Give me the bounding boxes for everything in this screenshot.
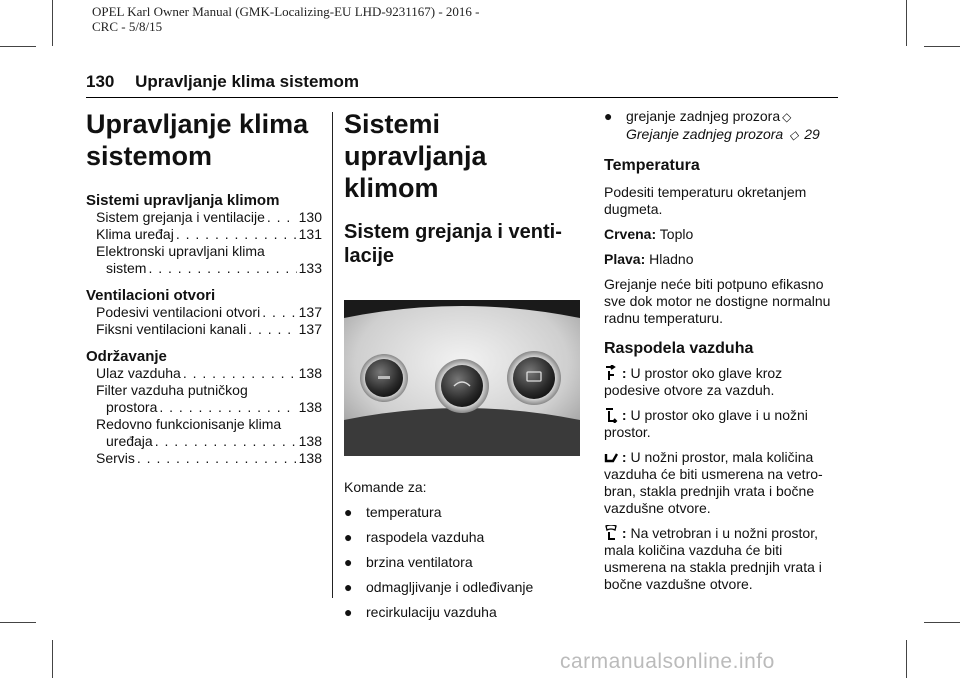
toc-entry[interactable] [86, 450, 322, 467]
running-head [86, 72, 359, 92]
section-heading [344, 108, 580, 204]
red-label: Crvena: [604, 226, 657, 242]
distribution-text: U prostor oko glave i u nožni prostor. [604, 407, 808, 440]
toc-entry[interactable] [86, 382, 322, 416]
chapter-title: Upravljanje klima sistemom [135, 72, 360, 91]
blue-setting [604, 251, 842, 268]
header-rule [86, 97, 838, 98]
page-number: 130 [86, 72, 115, 91]
list-item-text: temperatura [366, 504, 442, 520]
distribution-text: U nožni prostor, mala količina vazduha će biti usmerena na vetro-bran, stakla prednjih vrata i bočne vazdušne otvore. [604, 449, 823, 516]
toc-entry-page: 138 [298, 450, 322, 466]
toc-entry-text: Sistem grejanja i ventilacije [96, 209, 265, 225]
section-heading-line: Sistemi upravljanja [344, 109, 487, 171]
toc-entry[interactable] [86, 416, 322, 450]
toc-entry[interactable] [86, 321, 322, 338]
toc-entry-page: 138 [298, 399, 322, 415]
list-item: ● recirkulaciju vazduha [344, 604, 497, 620]
chapter-heading-line: sistemom [86, 141, 213, 171]
toc-entry-page: 130 [298, 209, 322, 225]
blue-label: Plava: [604, 251, 646, 267]
toc-entry-text: Filter vazduha putničkog [96, 382, 248, 398]
list-item-text: brzina ventilatora [366, 554, 473, 570]
list-item: ● odmagljivanje i odleđivanje [344, 579, 534, 595]
controls-list [344, 504, 580, 621]
red-setting [604, 226, 842, 243]
crop-mark [52, 640, 53, 678]
controls-intro: Komande za: [344, 479, 427, 495]
crop-mark [52, 0, 53, 46]
crop-mark [924, 46, 960, 47]
toc-entry-page: 138 [298, 365, 322, 381]
red-value: Toplo [659, 226, 694, 242]
toc-entry-page: 137 [298, 304, 322, 320]
reference-arrow-icon: ◇ [789, 128, 799, 142]
toc-list [86, 209, 322, 277]
blue-value: Hladno [649, 251, 694, 267]
cross-reference[interactable] [626, 126, 820, 142]
climate-control-panel-photo [344, 300, 580, 456]
toc-entry[interactable] [86, 365, 322, 382]
toc-list [86, 304, 322, 338]
distribution-text: Na vetrobran i u nožni prostor, mala količina vazduha će biti usmerena na stakla prednjih vrata i bočne vazdušne otvore. [604, 525, 822, 592]
print-header [92, 4, 480, 34]
content-column-3 [604, 108, 842, 593]
distribution-item: : Na vetrobran i u nožni prostor, mala količina vazduha će biti usmerena na stakla prednjih vrata i bočne vazdušne otvore. [604, 525, 822, 592]
list-item-text: raspodela vazduha [366, 529, 485, 545]
toc-section-heading: Održavanje [86, 348, 167, 365]
print-header-line: OPEL Karl Owner Manual (GMK-Localizing-EU LHD-9231167) - 2016 - [92, 4, 480, 19]
cross-reference-page: 29 [804, 126, 820, 142]
section-heading-line: klimom [344, 173, 439, 203]
crop-mark [906, 0, 907, 46]
chapter-heading-line: Upravljanje klima [86, 109, 309, 139]
distribution-item: : U prostor oko glave kroz podesive otvore za vazduh. [604, 365, 783, 398]
heating-note: Grejanje neće biti potpuno efikasno sve dok motor ne dostigne normalnu radnu temperaturu. [604, 276, 831, 326]
toc-entry-text: Elektronski upravljani klima [96, 243, 265, 259]
toc-entry-text: Podesivi ventilacioni otvori [96, 304, 261, 320]
list-item-text: odmagljivanje i odleđivanje [366, 579, 534, 595]
list-item-text: grejanje zadnjeg prozora [626, 108, 781, 124]
print-header-line: CRC - 5/8/15 [92, 19, 163, 34]
toc-entry-page: 133 [298, 260, 322, 276]
toc-entry-text: uređaja [106, 433, 153, 449]
list-item: ● grejanje zadnjeg prozora ◇ Grejanje zadnjeg prozora ◇ 29 [604, 108, 820, 142]
watermark: carmanualsonline.info [560, 650, 775, 673]
bi-level-icon [604, 407, 618, 423]
toc-entry-text: Klima uređaj [96, 226, 174, 242]
distribution-text: U prostor oko glave kroz podesive otvore za vazduh. [604, 365, 783, 398]
toc-entry[interactable] [86, 209, 322, 226]
toc-column [86, 108, 322, 467]
list-item: ● temperatura [344, 504, 442, 520]
temperature-heading: Temperatura [604, 157, 700, 174]
distribution-item: : U prostor oko glave i u nožni prostor. [604, 407, 808, 440]
subsection-heading-line: Sistem grejanja i venti- [344, 221, 562, 243]
distribution-item: : U nožni prostor, mala količina vazduha će biti usmerena na vetro-bran, stakla prednjih vrata i bočne vazdušne otvore. [604, 449, 823, 516]
content-column-2 [344, 108, 580, 621]
toc-entry-text: Servis [96, 450, 135, 466]
crop-mark [0, 46, 36, 47]
toc-entry-text: Redovno funkcionisanje klima [96, 416, 282, 432]
toc-list [86, 365, 322, 467]
crop-mark [0, 622, 36, 623]
temperature-text: Podesiti temperaturu okretanjem dugmeta. [604, 184, 807, 217]
list-item-text: recirkulaciju vazduha [366, 604, 497, 620]
toc-entry-page: 138 [298, 433, 322, 449]
toc-entry-text: Fiksni ventilacioni kanali [96, 321, 247, 337]
toc-entry-page: 137 [298, 321, 322, 337]
toc-entry[interactable] [86, 304, 322, 321]
subsection-heading [344, 220, 580, 268]
face-vent-icon [604, 365, 618, 381]
toc-entry-text: prostora [106, 399, 158, 415]
toc-section-heading: Sistemi upravljanja klimom [86, 192, 280, 209]
air-distribution-heading: Raspodela vazduha [604, 340, 754, 357]
defrost-floor-icon [604, 525, 618, 541]
toc-entry[interactable] [86, 243, 322, 277]
column-separator [332, 112, 333, 598]
reference-arrow-icon: ◇ [782, 110, 792, 124]
toc-entry[interactable] [86, 226, 322, 243]
subsection-heading-line: lacije [344, 245, 395, 267]
floor-icon [604, 450, 618, 464]
toc-section-heading: Ventilacioni otvori [86, 287, 216, 304]
list-item: ● brzina ventilatora [344, 554, 473, 570]
crop-mark [906, 640, 907, 678]
toc-entry-text: sistem [106, 260, 147, 276]
chapter-heading [86, 108, 322, 172]
toc-entry-text: Ulaz vazduha [96, 365, 181, 381]
cross-reference-text: Grejanje zadnjeg prozora [626, 126, 784, 142]
toc-entry-page: 131 [298, 226, 322, 242]
list-item: ● raspodela vazduha [344, 529, 485, 545]
crop-mark [924, 622, 960, 623]
